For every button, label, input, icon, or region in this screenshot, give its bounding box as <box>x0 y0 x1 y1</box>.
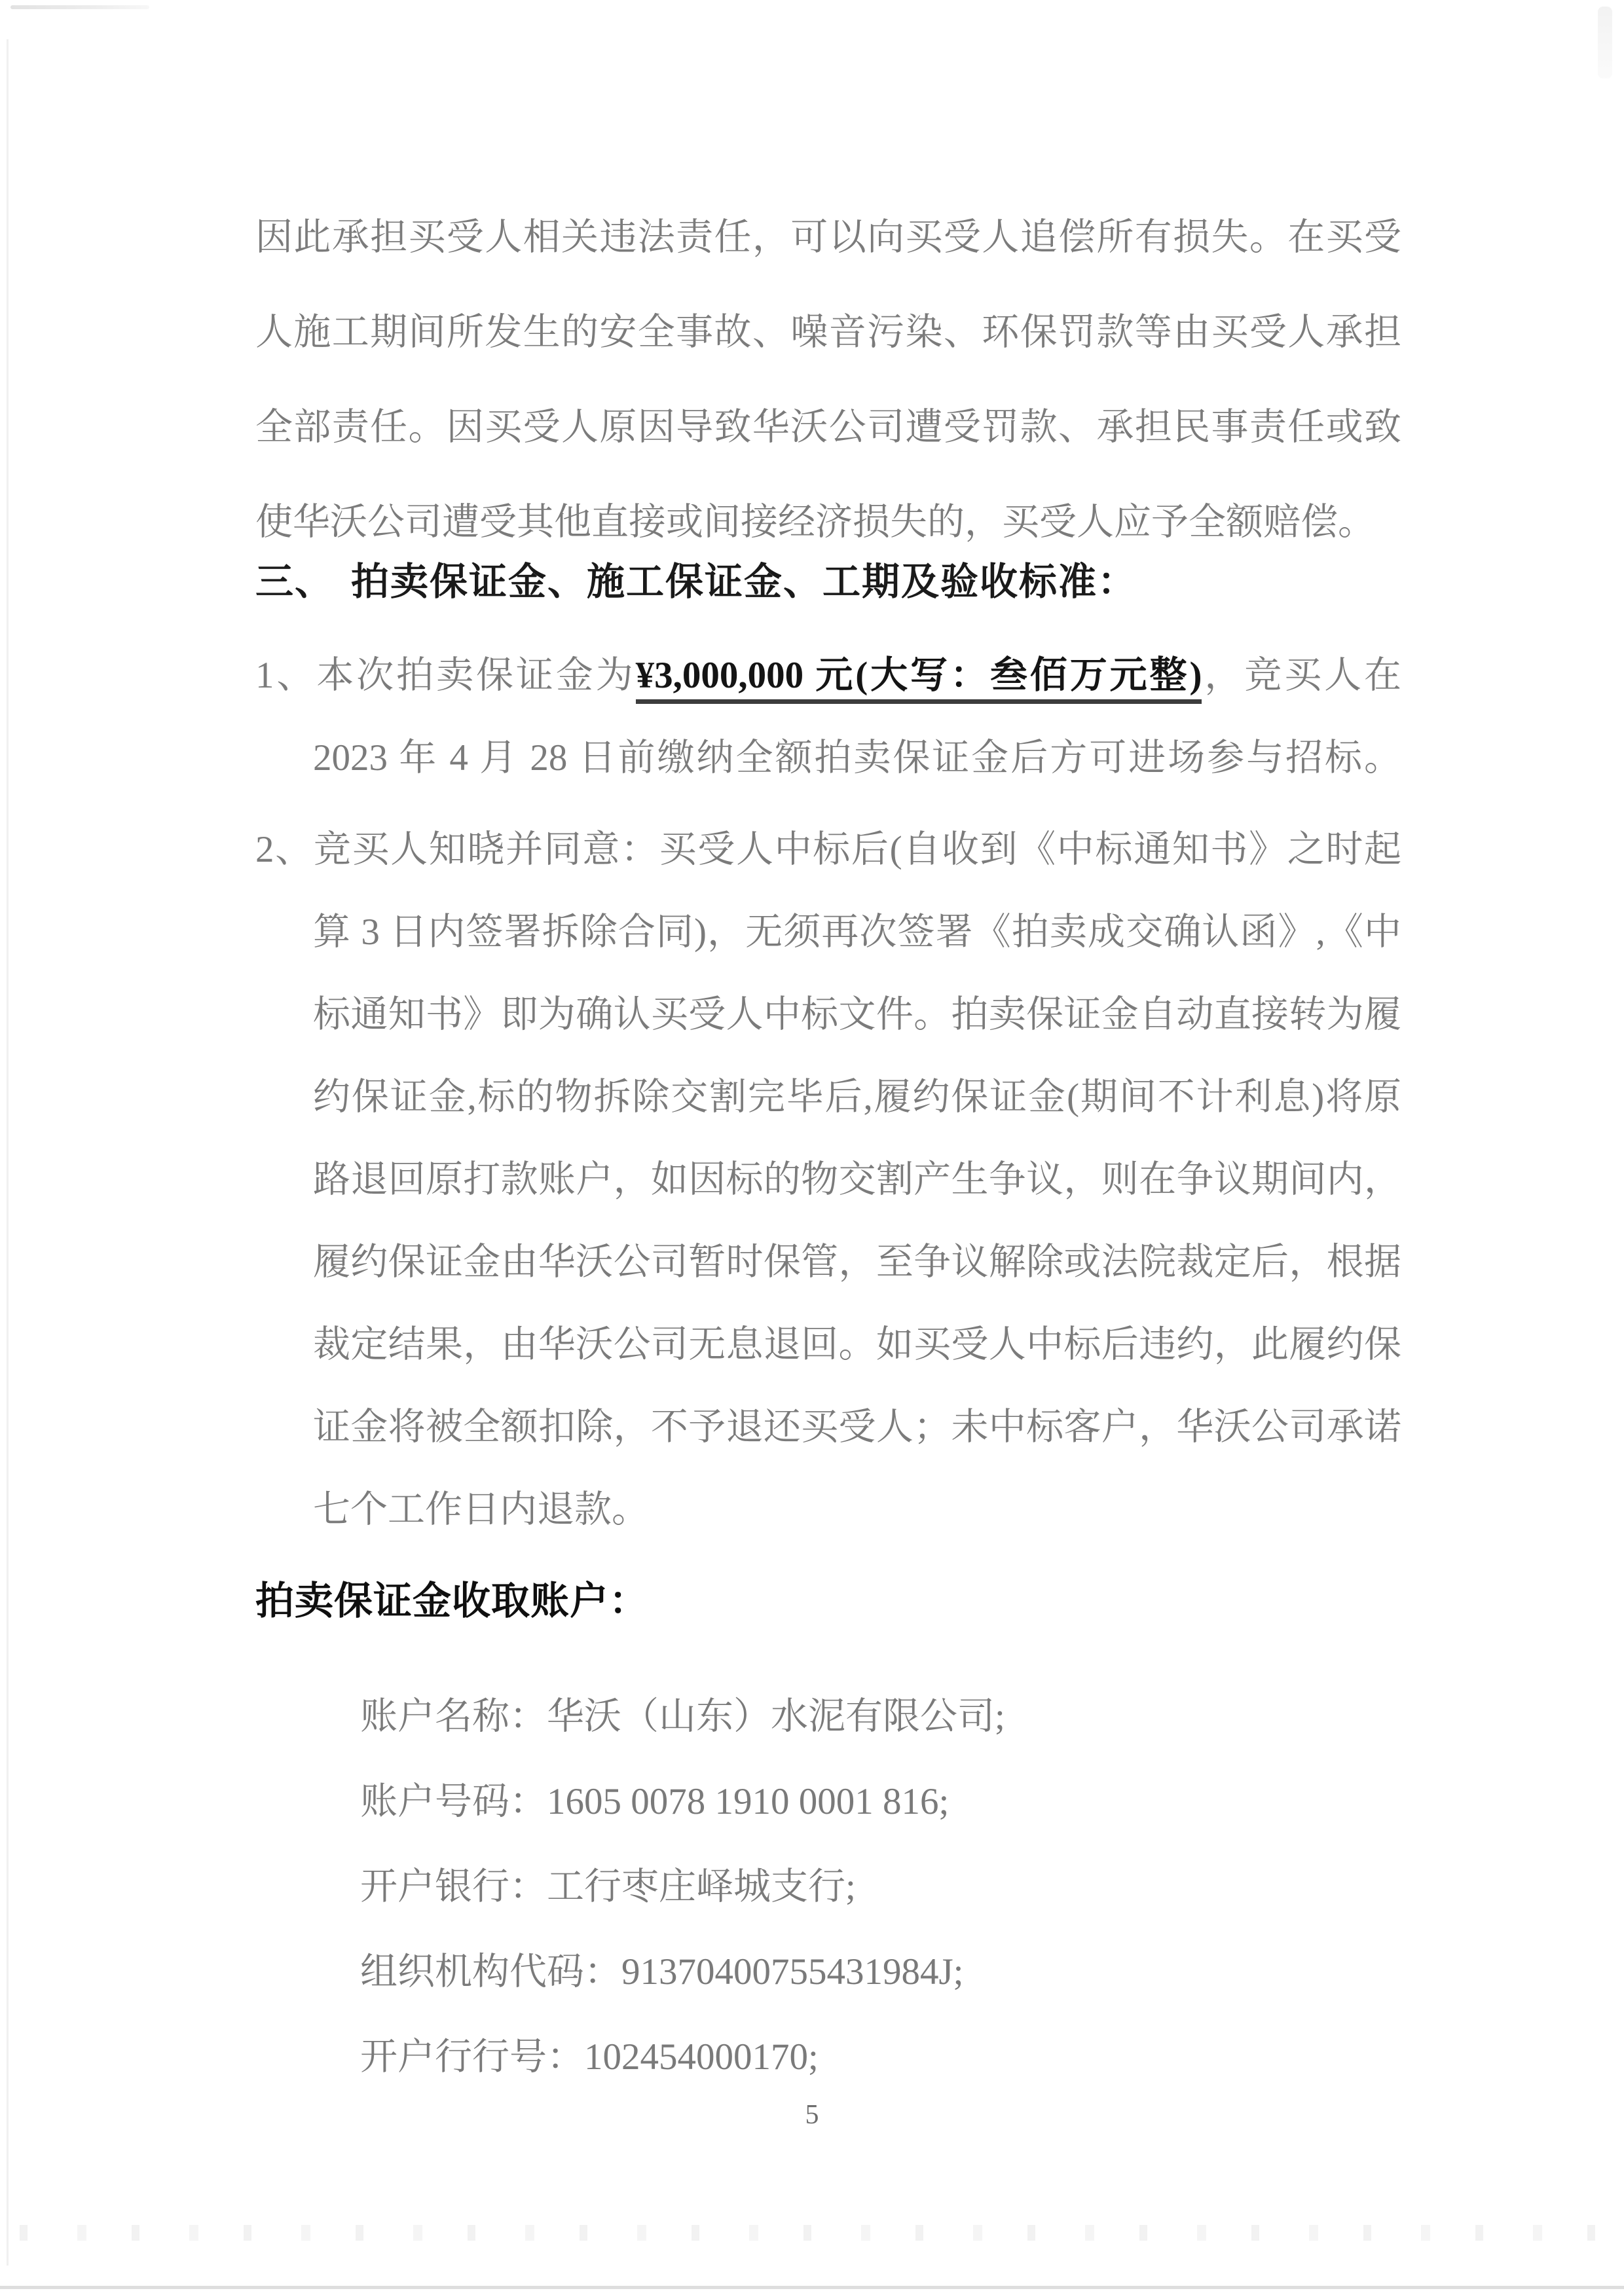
bank-code-line: 开户行行号：102454000170; <box>360 2036 819 2078</box>
list-item-bidder-agreement <box>255 809 1401 1551</box>
account-details <box>255 1674 1401 2100</box>
list-item-deposit-amount <box>255 634 1401 799</box>
section-number: 三、 <box>255 560 335 603</box>
item1-prefix: 本次拍卖保证金为 <box>316 655 636 696</box>
page-number: 5 <box>805 2100 819 2130</box>
item1-suffix: ，竞买人在 2023 年 4 月 28 日前缴纳全额拍卖保证金后方可进场参与招标。 <box>313 655 1402 779</box>
item1-number: 1、 <box>255 655 317 696</box>
item2-number: 2、 <box>255 829 314 870</box>
deposit-amount-highlight: ¥3,000,000 元(大写：叁佰万元整) <box>636 655 1202 704</box>
account-number-line: 账户号码：1605 0078 1910 0001 816; <box>360 1781 950 1822</box>
liability-paragraph: 因此承担买受人相关违法责任，可以向买受人追偿所有损失。在买受人施工期间所发生的安全事故、噪音污染、环保罚款等由买受人承担全部责任。因买受人原因导致华沃公司遭受罚款、承担民事责任或致使华沃公司遭受其他直接或间接经济损失的，买受人应予全额赔偿。 <box>255 217 1401 543</box>
scan-streak-artifact <box>10 5 149 9</box>
scan-bleedthrough-artifact <box>20 2225 1611 2241</box>
scan-smudge-artifact <box>1598 7 1612 79</box>
scan-left-edge-shadow <box>7 39 9 2266</box>
account-section-heading: 拍卖保证金收取账户： <box>255 1579 649 1623</box>
scan-bottom-edge-shadow <box>0 2286 1624 2289</box>
section-title: 拍卖保证金、施工保证金、工期及验收标准： <box>351 560 1137 603</box>
item2-text: 竞买人知晓并同意：买受人中标后(自收到《中标通知书》之时起算 3 日内签署拆除合同)，无须再次签署《拍卖成交确认函》,《中标通知书》即为确认买受人中标文件。拍卖保证金自动直接转为履约保证金,标的物拆除交割完毕后,履约保证金(期间不计利息)将原路退回原打款账户，如因标的物交割产生争议，则在争议期间内，履约保证金由华沃公司暂时保管，至争议解除或法院裁定后，根据裁定结果，由华沃公司无息退回。如买受人中标后违约，此履约保证金将被全额扣除，不予退还买受人；未中标客户，华沃公司承诺七个工作日内退款。 <box>313 829 1402 1530</box>
account-name-line: 账户名称：华沃（山东）水泥有限公司; <box>360 1696 1005 1737</box>
org-code-line: 组织机构代码：91370400755431984J; <box>360 1951 964 1992</box>
bank-line: 开户银行：工行枣庄峄城支行; <box>360 1866 856 1907</box>
